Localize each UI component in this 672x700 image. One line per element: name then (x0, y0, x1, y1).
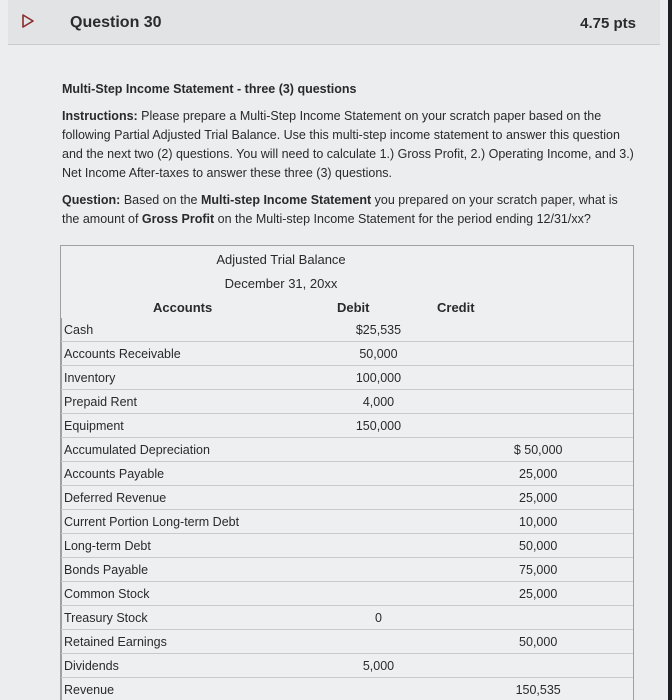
credit-cell (443, 318, 633, 342)
table-row (62, 510, 634, 534)
credit-cell: 150,535 (443, 678, 633, 700)
account-cell: Accumulated Depreciation (62, 438, 314, 462)
flag-question-icon[interactable] (22, 14, 34, 28)
account-cell: Long-term Debt (62, 534, 314, 558)
debit-cell (314, 510, 444, 534)
question-body (62, 80, 637, 237)
table-row (62, 654, 634, 678)
credit-cell: 50,000 (443, 534, 633, 558)
table-row (62, 390, 634, 414)
question-title: Question 30 (70, 14, 162, 31)
account-cell: Dividends (62, 654, 314, 678)
account-cell: Equipment (62, 414, 314, 438)
question-text-part: Based on the (120, 193, 201, 207)
credit-cell (443, 414, 633, 438)
credit-cell: 25,000 (443, 462, 633, 486)
question-paragraph (62, 191, 637, 229)
question-emphasis: Gross Profit (141, 212, 215, 226)
trial-balance-table (60, 245, 634, 700)
table-row (62, 414, 634, 438)
trial-balance-date: December 31, 20xx (224, 276, 338, 291)
question-points: 4.75 pts (580, 15, 636, 32)
table-row (62, 606, 634, 630)
table-row (62, 462, 634, 486)
table-row (62, 438, 634, 462)
credit-cell: 50,000 (443, 630, 633, 654)
table-row (62, 366, 634, 390)
debit-cell: 100,000 (314, 366, 444, 390)
debit-cell: 0 (314, 606, 444, 630)
table-row (62, 630, 634, 654)
account-cell: Cash (62, 318, 314, 342)
account-cell: Inventory (62, 366, 314, 390)
instructions-label: Instructions: (62, 109, 138, 123)
account-cell: Current Portion Long-term Debt (62, 510, 314, 534)
credit-cell (443, 654, 633, 678)
account-cell: Retained Earnings (62, 630, 314, 654)
account-cell: Accounts Payable (62, 462, 314, 486)
credit-cell (443, 342, 633, 366)
question-text-part: you prepared on your scratch paper, what is the amount of (62, 193, 618, 226)
instructions-paragraph (62, 107, 637, 183)
credit-cell (443, 390, 633, 414)
credit-cell (443, 366, 633, 390)
credit-column-header: Credit (437, 300, 475, 315)
table-row (62, 534, 634, 558)
table-row (62, 342, 634, 366)
question-text-part: on the Multi-step Income Statement for the period ending 12/31/xx? (214, 212, 591, 226)
credit-cell: 25,000 (443, 582, 633, 606)
question-header (8, 0, 660, 45)
account-cell: Revenue (62, 678, 314, 700)
table-row (62, 582, 634, 606)
credit-cell: 75,000 (443, 558, 633, 582)
instructions-text: Please prepare a Multi-Step Income Statement on your scratch paper based on the following Partial Adjusted Trial Balance. Use this multi-step income statement to answer this question and the next two (2) questions. You will need to calculate 1.) Gross Profit, 2.) Operating Income, and 3.) Net Income After-taxes to answer these three (3) questions. (62, 109, 634, 180)
debit-cell (314, 582, 444, 606)
debit-cell (314, 558, 444, 582)
debit-cell: 4,000 (314, 390, 444, 414)
credit-cell: 10,000 (443, 510, 633, 534)
accounts-column-header: Accounts (153, 300, 213, 315)
debit-cell (314, 630, 444, 654)
debit-column-header: Debit (337, 300, 370, 315)
credit-cell (443, 606, 633, 630)
table-row (62, 678, 634, 700)
account-cell: Deferred Revenue (62, 486, 314, 510)
debit-cell: 50,000 (314, 342, 444, 366)
account-cell: Common Stock (62, 582, 314, 606)
account-cell: Treasury Stock (62, 606, 314, 630)
table-row (62, 486, 634, 510)
debit-cell (314, 678, 444, 700)
question-emphasis: Multi-step Income Statement (200, 193, 372, 207)
account-cell: Accounts Receivable (62, 342, 314, 366)
trial-balance-title: Adjusted Trial Balance (216, 252, 346, 267)
table-row (62, 558, 634, 582)
account-cell: Prepaid Rent (62, 390, 314, 414)
account-cell: Bonds Payable (62, 558, 314, 582)
credit-cell: 25,000 (443, 486, 633, 510)
debit-cell: 5,000 (314, 654, 444, 678)
debit-cell (314, 462, 444, 486)
debit-cell (314, 534, 444, 558)
question-subheading: Multi-Step Income Statement - three (3) questions (62, 82, 357, 96)
debit-cell: 150,000 (314, 414, 444, 438)
table-row (62, 318, 634, 342)
credit-cell: $ 50,000 (443, 438, 633, 462)
debit-cell: $25,535 (314, 318, 444, 342)
debit-cell (314, 486, 444, 510)
trial-balance-rows (61, 318, 633, 700)
question-label: Question: (62, 193, 121, 207)
debit-cell (314, 438, 444, 462)
